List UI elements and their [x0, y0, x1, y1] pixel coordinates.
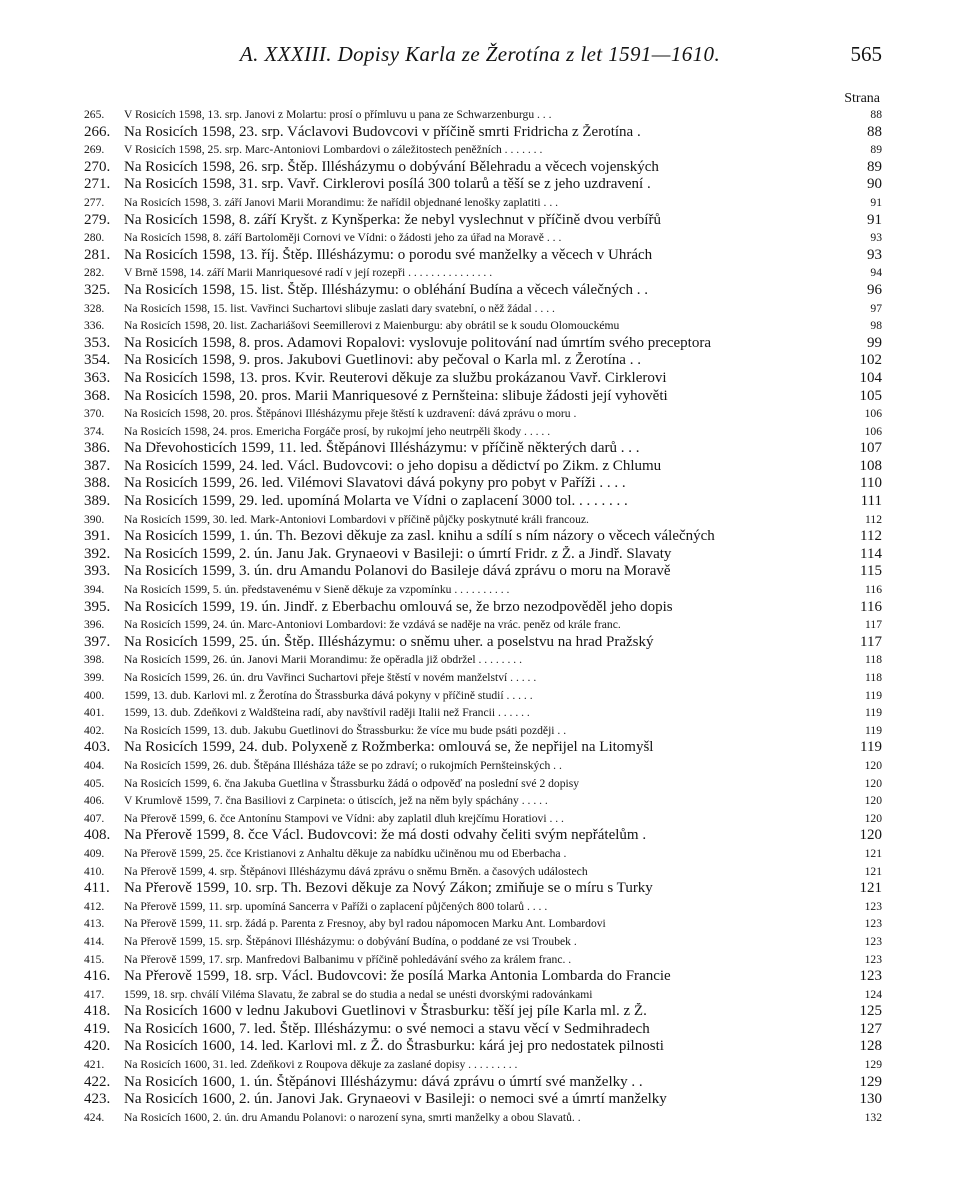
list-item [84, 986, 882, 1004]
list-item [84, 1038, 882, 1056]
list-item [84, 810, 882, 828]
entry-page: 89 [870, 143, 882, 157]
entry-text: Na Přerově 1599, 8. čce Václ. Budovcovi: že má dosti odvahy čeliti svým nepřátelům . [124, 827, 647, 844]
entry-text: Na Rosicích 1600 v lednu Jakubovi Guetlinovi v Štrasburku: těší jej píle Karla ml. z Ž. [124, 1003, 647, 1020]
entry-page: 89 [867, 158, 882, 175]
page-header [0, 42, 960, 76]
entry-text: 1599, 13. dub. Zdeňkovi z Waldšteina radí, aby navštívil raději Italii než Francii . . . . . . [124, 706, 530, 720]
entry-page: 99 [867, 334, 882, 351]
list-item [84, 1056, 882, 1074]
entry-page: 104 [859, 369, 882, 386]
entry-page: 117 [860, 633, 882, 650]
entry-text: Na Přerově 1599, 6. čce Antonínu Stampovi ve Vídni: aby zaplatil dluh krejčímu Horatiovi . . . [124, 811, 564, 825]
list-item [84, 563, 882, 581]
list-item [84, 475, 882, 493]
entry-text: Na Rosicích 1599, 5. ún. představenému v Sieně děkuje za vzpomínku . . . . . . . . . . [124, 583, 510, 597]
list-item [84, 264, 882, 282]
list-item [84, 951, 882, 969]
list-item [84, 827, 882, 845]
entry-number: 353. [84, 334, 111, 351]
entry-number: 403. [84, 739, 111, 756]
entry-page: 120 [864, 758, 882, 772]
entry-page: 123 [864, 952, 882, 966]
list-item [84, 528, 882, 546]
entry-page: 88 [867, 123, 882, 140]
list-item [84, 915, 882, 933]
list-item [84, 599, 882, 617]
entry-text: Na Rosicích 1599, 2. ún. Janu Jak. Grynaeovi v Basileji: o úmrtí Fridr. z Ž. a Jindř. Slavaty [124, 545, 672, 562]
list-item [84, 124, 882, 142]
entry-text: Na Rosicích 1598, 3. září Janovi Marii Morandimu: že nařídil objednané lenošky zaplatiti . . . [124, 195, 559, 209]
entry-page: 115 [860, 563, 882, 580]
entry-page: 120 [859, 827, 882, 844]
entry-page: 94 [870, 266, 882, 280]
entry-text: Na Rosicích 1599, 25. ún. Štěp. Illésházymu: o sněmu uher. a poselstvu na hrad Pražský [124, 633, 654, 650]
list-item [84, 968, 882, 986]
entry-number: 279. [84, 211, 111, 228]
entry-page: 121 [864, 864, 882, 878]
entry-text: Na Rosicích 1598, 8. pros. Adamovi Ropalovi: vyslovuje politování nad úmrtím svého preceptora [124, 334, 711, 351]
entry-text: Na Rosicích 1599, 24. ún. Marc-Antoniovi Lombardovi: že vzdává se naděje na vrác. peněz od krále franc. [124, 618, 621, 632]
entry-text: Na Rosicích 1598, 31. srp. Vavř. Cirklerovi posílá 300 tolarů a těší se z jeho uzdravení . [124, 176, 651, 193]
entry-page: 130 [859, 1091, 882, 1108]
list-item [84, 458, 882, 476]
entry-text: Na Rosicích 1598, 9. pros. Jakubovi Guetlinovi: aby pečoval o Karla ml. z Žerotína . . [124, 352, 641, 369]
entry-number: 396. [84, 618, 105, 632]
entry-page: 93 [870, 231, 882, 245]
list-item [84, 405, 882, 423]
entry-text: Na Rosicích 1598, 15. list. Štěp. Illésházymu: o obléhání Budína a věcech válečných . . [124, 281, 649, 298]
entry-number: 422. [84, 1073, 111, 1090]
entry-number: 401. [84, 706, 105, 720]
entry-page: 123 [859, 968, 882, 985]
entry-page: 108 [859, 457, 882, 474]
entry-number: 392. [84, 545, 111, 562]
entry-text: Na Rosicích 1599, 30. led. Mark-Antoniovi Lombardovi v příčině půjčky poskytnuté králi francouz. [124, 512, 589, 526]
list-item [84, 546, 882, 564]
entry-number: 402. [84, 723, 105, 737]
entry-text: Na Rosicích 1598, 15. list. Vavřinci Suchartovi slibuje zaslati dary svatební, o něž žádal . . . . [124, 301, 555, 315]
entry-page: 121 [864, 846, 882, 860]
list-item [84, 106, 882, 124]
list-item [84, 282, 882, 300]
entry-page: 120 [864, 811, 882, 825]
entry-text: Na Rosicích 1599, 26. dub. Štěpána Illésháza táže se po zdraví; o rukojmích Pernšteinských . . [124, 758, 562, 772]
entry-text: 1599, 13. dub. Karlovi ml. z Žerotína do Štrassburka dává pokyny v příčině studií . . . . . [124, 688, 533, 702]
list-item [84, 300, 882, 318]
entry-text: Na Rosicích 1598, 23. srp. Václavovi Budovcovi v příčině smrti Fridricha z Žerotína . [124, 123, 641, 140]
entry-page: 121 [859, 880, 882, 897]
entry-number: 280. [84, 231, 105, 245]
entry-text: Na Rosicích 1598, 13. říj. Štěp. Illésházymu: o porodu své manželky a věcech v Uhrách [124, 246, 653, 263]
entry-text: Na Rosicích 1599, 29. led. upomíná Molarta ve Vídni o zaplacení 3000 tol. . . . . . . . [124, 493, 628, 510]
entry-text: Na Přerově 1599, 17. srp. Manfredovi Balbanimu v příčině pohledávání svého za králem franc. . [124, 952, 572, 966]
entry-number: 415. [84, 952, 105, 966]
entry-number: 393. [84, 563, 111, 580]
entry-number: 420. [84, 1038, 111, 1055]
entry-page: 112 [860, 528, 882, 545]
entry-number: 325. [84, 281, 111, 298]
entry-page: 106 [864, 424, 882, 438]
entry-number: 399. [84, 671, 105, 684]
entry-text: Na Rosicích 1599, 13. dub. Jakubu Guetlinovi do Štrassburku: že více mu bude psáti později . . [124, 723, 567, 737]
entry-number: 414. [84, 934, 105, 948]
entry-page: 116 [865, 583, 882, 597]
entry-page: 110 [860, 475, 882, 492]
entry-text: Na Rosicích 1598, 20. pros. Štěpánovi Illésházymu přeje štěstí k uzdravení: dává zprávu o moru . [124, 407, 577, 421]
entry-page: 116 [860, 598, 882, 615]
entry-page: 111 [860, 493, 882, 510]
list-item [84, 933, 882, 951]
entry-page: 97 [870, 301, 882, 315]
entry-page: 119 [865, 723, 882, 737]
entry-text: Na Přerově 1599, 11. srp. žádá p. Parenta z Fresnoy, aby byl radou nápomocen Marku Ant. Lombardovi [124, 917, 606, 931]
entry-text: Na Rosicích 1598, 20. list. Zachariášovi Seemillerovi z Maienburgu: aby obrátil se k soudu Olomouckému [124, 319, 620, 333]
entry-text: Na Rosicích 1600, 1. ún. Štěpánovi Illésházymu: dává zprávu o úmrtí své manželky . . [124, 1073, 643, 1090]
entry-text: V Rosicích 1598, 25. srp. Marc-Antoniovi Lombardovi o záležitostech peněžních . . . . . . . [124, 143, 543, 157]
entry-page: 91 [867, 211, 882, 228]
entry-page: 93 [867, 246, 882, 263]
entry-number: 395. [84, 598, 111, 615]
entry-text: Na Přerově 1599, 18. srp. Václ. Budovcovi: že posílá Marka Antonia Lombarda do Francie [124, 968, 671, 985]
entry-text: V Rosicích 1598, 13. srp. Janovi z Molartu: prosí o přímluvu u pana ze Schwarzenburgu . . . [124, 108, 552, 121]
entry-page: 118 [865, 653, 882, 667]
entry-number: 410. [84, 864, 105, 878]
list-item [84, 1003, 882, 1021]
list-item [84, 229, 882, 247]
list-item [84, 176, 882, 194]
list-item [84, 651, 882, 669]
entry-page: 119 [860, 739, 882, 756]
entry-page: 91 [870, 195, 882, 209]
entry-text: Na Rosicích 1599, 24. dub. Polyxeně z Rožmberka: omlouvá se, že nepřijel na Litomyšl [124, 739, 654, 756]
list-item [84, 616, 882, 634]
entry-page: 120 [864, 794, 882, 808]
entry-number: 368. [84, 387, 111, 404]
entry-text: Na Rosicích 1598, 20. pros. Marii Manriquesové z Pernšteina: slibuje žádosti její vyhověti [124, 387, 668, 404]
entry-page: 107 [859, 440, 882, 457]
entry-text: Na Rosicích 1599, 26. led. Vilémovi Slavatovi dává pokyny pro pobyt v Paříži . . . . [124, 475, 626, 492]
list-item [84, 739, 882, 757]
list-item [84, 880, 882, 898]
entry-page: 117 [865, 618, 882, 632]
entry-text: Na Rosicích 1600, 2. ún. dru Amandu Polanovi: o narození syna, smrti manželky a obou Slavatů. . [124, 1110, 581, 1124]
entry-number: 277. [84, 195, 105, 209]
entry-number: 397. [84, 633, 111, 650]
entry-page: 105 [859, 387, 882, 404]
entry-number: 354. [84, 352, 111, 369]
entry-number: 412. [84, 899, 105, 913]
entry-page: 132 [864, 1110, 882, 1124]
entry-text: 1599, 18. srp. chválí Viléma Slavatu, že zabral se do studia a nedal se unésti dvorskými radovánkami [124, 987, 593, 1001]
entry-number: 424. [84, 1110, 105, 1124]
entry-number: 423. [84, 1091, 111, 1108]
list-item [84, 1091, 882, 1109]
entry-number: 405. [84, 776, 105, 790]
list-item [84, 1109, 882, 1127]
entry-text: Na Přerově 1599, 4. srp. Štěpánovi Illésházymu dává zprávu o sněmu Brněn. a časových událostech [124, 864, 588, 878]
entry-number: 417. [84, 987, 105, 1001]
entry-text: Na Rosicích 1598, 13. pros. Kvir. Reuterovi děkuje za službu prokázanou Vavř. Cirklerovi [124, 369, 667, 386]
list-item [84, 141, 882, 159]
entry-page: 125 [859, 1003, 882, 1020]
entry-text: Na Rosicích 1598, 8. září Kryšt. z Kynšperka: že nebyl vyslechnut v příčině dvou verbířů [124, 211, 661, 228]
entry-page: 88 [870, 108, 882, 121]
page-number: 565 [850, 42, 882, 66]
entry-number: 413. [84, 917, 105, 931]
entry-page: 124 [864, 987, 882, 1001]
entry-number: 398. [84, 653, 105, 667]
entry-text: Na Přerově 1599, 11. srp. upomíná Sancerra v Paříži o zaplacení půjčených 800 tolarů . . . . [124, 899, 548, 913]
entry-number: 388. [84, 475, 111, 492]
entry-number: 336. [84, 319, 105, 333]
list-item [84, 669, 882, 687]
entry-number: 386. [84, 440, 111, 457]
list-item [84, 581, 882, 599]
entry-number: 416. [84, 968, 111, 985]
entry-number: 406. [84, 794, 105, 808]
entry-number: 404. [84, 758, 105, 772]
entry-number: 374. [84, 424, 105, 438]
entry-number: 419. [84, 1020, 111, 1037]
list-item [84, 863, 882, 881]
entry-page: 123 [864, 917, 882, 931]
list-item [84, 159, 882, 177]
entry-number: 418. [84, 1003, 111, 1020]
list-item [84, 845, 882, 863]
entry-text: Na Dřevohosticích 1599, 11. led. Štěpánovi Illésházymu: v příčině některých darů . . . [124, 440, 640, 457]
entry-text: V Brně 1598, 14. září Marii Manriquesové radí v její rozepři . . . . . . . . . . . . . . . [124, 266, 493, 280]
entry-number: 265. [84, 108, 105, 121]
list-item [84, 388, 882, 406]
entry-text: Na Rosicích 1599, 1. ún. Th. Bezovi děkuje za zasl. knihu a sdílí s ním názory o věcech válečných [124, 528, 715, 545]
list-item [84, 317, 882, 335]
entry-text: Na Rosicích 1599, 19. ún. Jindř. z Eberbachu omlouvá se, že brzo nezodpověděl jeho dopis [124, 598, 673, 615]
list-item [84, 775, 882, 793]
entry-number: 391. [84, 528, 111, 545]
entry-number: 389. [84, 493, 111, 510]
list-item [84, 440, 882, 458]
entry-text: Na Rosicích 1600, 7. led. Štěp. Illésházymu: o své nemoci a stavu věcí v Sedmihradech [124, 1020, 650, 1037]
entry-number: 269. [84, 143, 105, 157]
entry-text: Na Rosicích 1599, 26. ún. dru Vavřinci Suchartovi přeje štěstí v novém manželství . . . . . [124, 671, 537, 684]
list-item [84, 634, 882, 652]
page-column-header: Strana [844, 91, 880, 106]
list-item [84, 722, 882, 740]
entry-page: 127 [859, 1020, 882, 1037]
entry-text: Na Rosicích 1599, 26. ún. Janovi Marii Morandimu: že opěradla již obdržel . . . . . . . . [124, 653, 522, 667]
entry-page: 106 [864, 407, 882, 421]
list-item [84, 352, 882, 370]
entry-number: 270. [84, 158, 111, 175]
entry-text: Na Přerově 1599, 15. srp. Štěpánovi Illésházymu: o dobývání Budína, o poddané ze vsi Troubek . [124, 934, 577, 948]
entry-text: Na Rosicích 1598, 8. září Bartoloměji Cornovi ve Vídni: o žádosti jeho za úřad na Moravě . . . [124, 231, 562, 245]
list-item [84, 687, 882, 705]
entry-page: 119 [865, 706, 882, 720]
list-item [84, 511, 882, 529]
entry-number: 421. [84, 1058, 105, 1072]
entry-number: 363. [84, 369, 111, 386]
entry-text: Na Přerově 1599, 25. čce Kristianovi z Anhaltu děkuje za nabídku učiněnou mu od Eberbacha . [124, 846, 567, 860]
list-item [84, 493, 882, 511]
entry-page: 112 [865, 512, 882, 526]
table-of-contents [84, 106, 882, 1126]
list-item [84, 704, 882, 722]
entry-number: 408. [84, 827, 111, 844]
entry-text: Na Rosicích 1598, 26. srp. Štěp. Illésházymu o dobývání Bělehradu a věcech vojenských [124, 158, 659, 175]
entry-page: 96 [867, 281, 882, 298]
entry-number: 266. [84, 123, 111, 140]
entry-number: 328. [84, 301, 105, 315]
entry-text: Na Rosicích 1600, 14. led. Karlovi ml. z Ž. do Štrasburku: kárá jej pro nedostatek pilnosti [124, 1038, 664, 1055]
entry-page: 128 [859, 1038, 882, 1055]
entry-number: 281. [84, 246, 111, 263]
list-item [84, 757, 882, 775]
list-item [84, 1021, 882, 1039]
entry-page: 129 [859, 1073, 882, 1090]
list-item [84, 247, 882, 265]
list-item [84, 1074, 882, 1092]
entry-page: 119 [865, 688, 882, 702]
entry-text: Na Rosicích 1599, 3. ún. dru Amandu Polanovi do Basileje dává zprávu o moru na Moravě [124, 563, 671, 580]
entry-number: 282. [84, 266, 105, 280]
list-item [84, 423, 882, 441]
entry-number: 409. [84, 846, 105, 860]
entry-page: 123 [864, 899, 882, 913]
entry-text: Na Rosicích 1600, 2. ún. Janovi Jak. Grynaeovi v Basileji: o nemoci své a úmrtí manželky [124, 1091, 667, 1108]
entry-text: Na Rosicích 1598, 24. pros. Emericha Forgáče prosí, by rukojmí jeho neutrpěli škody . . . . . [124, 424, 551, 438]
list-item [84, 194, 882, 212]
entry-page: 120 [864, 776, 882, 790]
entry-number: 370. [84, 407, 105, 421]
entry-number: 411. [84, 880, 110, 897]
entry-text: Na Přerově 1599, 10. srp. Th. Bezovi děkuje za Nový Zákon; zmiňuje se o míru s Turky [124, 880, 653, 897]
entry-page: 129 [864, 1058, 882, 1072]
entry-text: Na Rosicích 1599, 6. čna Jakuba Guetlina v Štrassburku žádá o odpověď na poslední své 2 dopisy [124, 776, 580, 790]
list-item [84, 370, 882, 388]
list-item [84, 335, 882, 353]
entry-page: 114 [860, 545, 882, 562]
entry-page: 90 [867, 176, 882, 193]
list-item [84, 898, 882, 916]
entry-page: 98 [870, 319, 882, 333]
entry-number: 271. [84, 176, 111, 193]
entry-number: 394. [84, 583, 105, 597]
list-item [84, 212, 882, 230]
entry-page: 123 [864, 934, 882, 948]
entry-number: 400. [84, 688, 105, 702]
entry-number: 387. [84, 457, 111, 474]
entry-text: Na Rosicích 1599, 24. led. Václ. Budovcovi: o jeho dopisu a dědictví po Zikm. z Chlumu [124, 457, 662, 474]
entry-page: 118 [865, 671, 882, 684]
entry-number: 407. [84, 811, 105, 825]
entry-page: 102 [859, 352, 882, 369]
entry-number: 390. [84, 512, 105, 526]
entry-text: V Krumlově 1599, 7. čna Basiliovi z Carpineta: o útiscích, jež na něm byly spáchány . . . . . [124, 794, 548, 808]
running-title: A. XXXIII. Dopisy Karla ze Žerotína z let 1591—1610. [239, 42, 721, 66]
list-item [84, 792, 882, 810]
entry-text: Na Rosicích 1600, 31. led. Zdeňkovi z Roupova děkuje za zaslané dopisy . . . . . . . . . [124, 1058, 518, 1072]
